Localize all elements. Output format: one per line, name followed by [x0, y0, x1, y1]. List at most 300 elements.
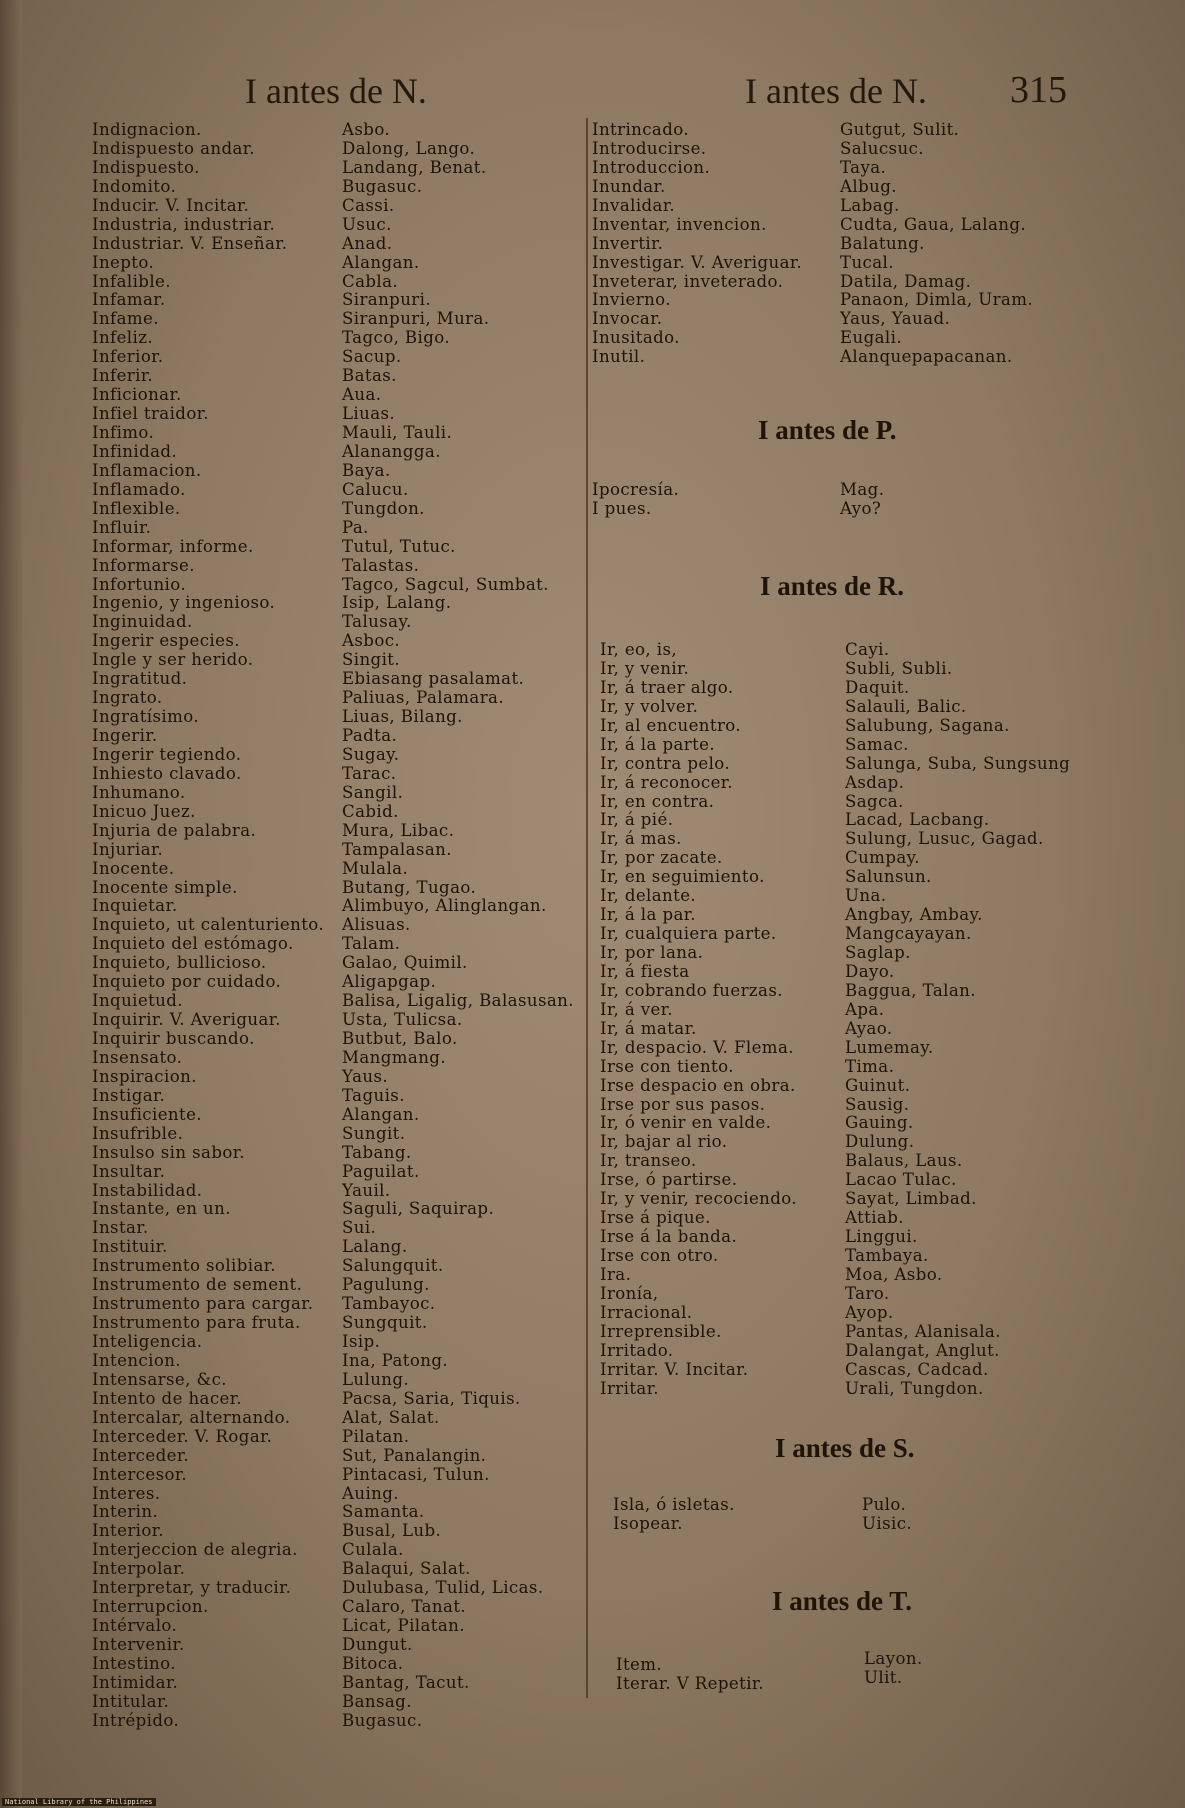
entry-translation: Uisic.: [862, 1513, 913, 1533]
entry-translation: Samac.: [845, 734, 909, 754]
entry-term: Interes.: [92, 1483, 161, 1503]
entry-translation: Tungdon.: [342, 498, 425, 518]
entry-translation: Lumemay.: [845, 1037, 934, 1057]
entry-translation: Baya.: [342, 460, 391, 480]
entry-translation: Tagco, Bigo.: [342, 328, 451, 348]
entry-translation: Butang, Tugao.: [342, 877, 477, 897]
entry-term: Inutil.: [592, 347, 646, 367]
entry-term: Invalidar.: [592, 195, 676, 215]
entry-translation: Calaro, Tanat.: [342, 1597, 467, 1617]
entry-term: Ironía,: [600, 1283, 659, 1303]
entry-term: Irse despacio en obra.: [600, 1075, 796, 1095]
entry-translation: Alat, Salat.: [342, 1407, 440, 1427]
entry-term: Inveterar, inveterado.: [592, 271, 784, 291]
entry-translation: Salungquit.: [342, 1256, 444, 1276]
entry-translation: Siranpuri.: [342, 290, 432, 310]
entry-term: Irse por sus pasos.: [600, 1094, 766, 1114]
entry-translation: Usuc.: [342, 214, 392, 234]
entry-translation: Pa.: [342, 517, 369, 537]
entry-term: Inquieto, bullicioso.: [92, 953, 267, 973]
running-header-left: I antes de N.: [245, 71, 427, 111]
entry-translation: Bantag, Tacut.: [342, 1672, 470, 1692]
entry-term: Ir, despacio. V. Flema.: [600, 1037, 794, 1057]
entry-translation: Aua.: [342, 385, 382, 405]
entry-translation: Datila, Damag.: [840, 271, 972, 291]
entry-translation: Mangcayayan.: [845, 924, 972, 944]
entry-term: Insuficiente.: [92, 1104, 202, 1124]
entry-term: Instante, en un.: [92, 1199, 231, 1219]
entry-translation: Bugasuc.: [342, 1710, 423, 1730]
section-heading-p: I antes de P.: [758, 415, 897, 445]
entry-term: Inicuo Juez.: [92, 801, 196, 821]
entry-term: Insufrible.: [92, 1123, 184, 1143]
entry-translation: Mauli, Tauli.: [342, 423, 453, 442]
entry-term: Ir, á ver.: [600, 999, 673, 1019]
entry-translation: Cayi.: [845, 640, 890, 659]
entry-translation: Cabid.: [342, 801, 399, 821]
entry-translation: Salunsun.: [845, 867, 932, 887]
entry-term: Infimo.: [92, 423, 155, 442]
entry-translation: Alangan.: [342, 1104, 420, 1124]
entry-term: Indispuesto andar.: [92, 138, 255, 158]
spanish-terms-block-p: [592, 481, 837, 519]
entry-translation: Licat, Pilatan.: [342, 1616, 465, 1636]
entry-translation: Taguis.: [342, 1085, 405, 1105]
entry-term: Inflexible.: [92, 498, 181, 518]
entry-translation: Pintacasi, Tulun.: [342, 1464, 490, 1484]
entry-term: Invertir.: [592, 233, 664, 253]
entry-translation: Gutgut, Sulit.: [840, 120, 960, 139]
entry-translation: Lacao Tulac.: [845, 1170, 957, 1190]
entry-term: Isla, ó isletas.: [613, 1495, 735, 1514]
tagalog-terms-block-s: [862, 1496, 1132, 1534]
entry-translation: Pilatan.: [342, 1426, 410, 1446]
entry-term: Inhumano.: [92, 782, 186, 802]
entry-translation: Attiab.: [845, 1208, 904, 1228]
entry-translation: Mulala.: [342, 858, 409, 878]
entry-term: Ir, delante.: [600, 886, 697, 906]
entry-term: Insultar.: [92, 1161, 166, 1181]
entry-translation: Pantas, Alanisala.: [845, 1321, 1001, 1341]
entry-translation: Lulung.: [342, 1369, 410, 1389]
entry-translation: Talam.: [342, 934, 401, 954]
entry-term: Insulso sin sabor.: [92, 1142, 245, 1162]
entry-term: Infamar.: [92, 290, 166, 310]
entry-translation: Tima.: [845, 1056, 895, 1076]
entry-term: Inficionar.: [92, 385, 182, 405]
entry-term: Invierno.: [592, 290, 671, 310]
entry-term: Influir.: [92, 517, 152, 537]
entry-translation: Batas.: [342, 366, 397, 386]
entry-translation: Isip.: [342, 1332, 381, 1351]
entry-term: Infame.: [92, 309, 159, 329]
entry-term: Ir, por lana.: [600, 943, 704, 962]
entry-term: Intérvalo.: [92, 1616, 178, 1636]
entry-term: Ingle y ser herido.: [92, 650, 254, 670]
entry-term: Ir, transeo.: [600, 1151, 697, 1171]
entry-term: Interceder.: [92, 1445, 190, 1465]
entry-term: Ir, y venir.: [600, 658, 690, 678]
entry-term: Iterar. V Repetir.: [616, 1673, 765, 1693]
entry-translation: Cassi.: [342, 195, 395, 215]
entry-term: Inocente.: [92, 858, 175, 878]
entry-term: Intensarse, &c.: [92, 1369, 227, 1389]
entry-translation: Labag.: [840, 195, 900, 215]
entry-translation: Paguilat.: [342, 1161, 420, 1181]
entry-term: Intitular.: [92, 1691, 170, 1711]
entry-term: Interceder. V. Rogar.: [92, 1426, 273, 1446]
tagalog-terms-block-p: [840, 481, 1110, 519]
entry-term: Intestino.: [92, 1653, 176, 1673]
entry-translation: Daquit.: [845, 677, 910, 697]
entry-translation: Taya.: [840, 157, 887, 177]
entry-term: Ir, á reconocer.: [600, 772, 733, 792]
entry-term: Instituir.: [92, 1237, 168, 1257]
entry-term: Ipocresía.: [592, 480, 680, 499]
entry-translation: Alimbuyo, Alinglangan.: [342, 896, 547, 916]
entry-term: Inflamacion.: [92, 460, 202, 480]
entry-term: Ir, á traer algo.: [600, 677, 734, 697]
entry-translation: Ayop.: [845, 1302, 894, 1322]
entry-term: Ir, eo, is,: [600, 640, 678, 659]
entry-term: Inquieto del estómago.: [92, 934, 294, 954]
entry-translation: Mura, Libac.: [342, 820, 455, 840]
entry-term: Investigar. V. Averiguar.: [592, 252, 803, 272]
entry-term: Instrumento para fruta.: [92, 1313, 301, 1333]
entry-term: Injuria de palabra.: [92, 820, 257, 840]
entry-translation: Apa.: [845, 999, 885, 1019]
entry-term: Ingenio, y ingenioso.: [92, 593, 276, 613]
spanish-terms-column-1: [92, 121, 338, 1731]
entry-translation: Salucsuc.: [840, 138, 924, 158]
entry-term: Inusitado.: [592, 328, 680, 348]
entry-term: Industria, industriar.: [92, 214, 276, 234]
spanish-terms-block-t: [616, 1656, 861, 1694]
entry-term: Inhiesto clavado.: [92, 763, 242, 783]
entry-term: Industriar. V. Enseñar.: [92, 233, 288, 253]
entry-translation: Tagco, Sagcul, Sumbat.: [342, 574, 549, 594]
entry-translation: Alangan.: [342, 252, 420, 272]
entry-term: Invocar.: [592, 309, 663, 329]
entry-term: Interin.: [92, 1502, 159, 1522]
entry-translation: Yaus, Yauad.: [840, 309, 951, 329]
entry-term: Ingerir.: [92, 726, 158, 745]
entry-translation: Sangil.: [342, 782, 404, 802]
spanish-terms-block-s: [613, 1496, 858, 1534]
entry-term: Inquirir buscando.: [92, 1029, 255, 1048]
entry-term: Irse á la banda.: [600, 1227, 738, 1247]
spanish-terms-block-r: [600, 641, 845, 1399]
entry-term: I pues.: [592, 498, 652, 518]
entry-term: Indomito.: [92, 176, 177, 196]
entry-term: Ir, por zacate.: [600, 848, 723, 868]
entry-translation: Yauil.: [342, 1180, 391, 1200]
entry-translation: Saguli, Saquirap.: [342, 1199, 495, 1219]
entry-term: Ingerir especies.: [92, 631, 240, 651]
entry-term: Ir, y volver.: [600, 696, 699, 716]
entry-translation: Sulung, Lusuc, Gagad.: [845, 829, 1044, 849]
entry-translation: Ayao.: [845, 1018, 893, 1038]
entry-translation: Asboc.: [342, 631, 401, 651]
entry-term: Intrincado.: [592, 120, 690, 139]
entry-term: Intento de hacer.: [92, 1388, 242, 1408]
entry-translation: Tutul, Tutuc.: [342, 536, 456, 556]
entry-term: Ingrato.: [92, 688, 163, 708]
entry-translation: Linggui.: [845, 1227, 918, 1247]
section-heading-s: I antes de S.: [775, 1433, 915, 1463]
entry-term: Inspiracion.: [92, 1066, 197, 1086]
entry-translation: Tambaya.: [845, 1246, 929, 1265]
entry-translation: Alisuas.: [342, 915, 411, 935]
entry-translation: Cabla.: [342, 271, 399, 291]
entry-translation: Anad.: [342, 233, 393, 253]
entry-translation: Landang, Benat.: [342, 157, 487, 177]
entry-term: Introducirse.: [592, 138, 707, 158]
tagalog-terms-block-n: [840, 121, 1110, 367]
entry-term: Introduccion.: [592, 157, 711, 177]
entry-translation: Yaus.: [342, 1066, 389, 1086]
entry-translation: Isip, Lalang.: [342, 593, 452, 613]
entry-translation: Mag.: [840, 480, 885, 499]
entry-term: Intencion.: [92, 1350, 181, 1370]
entry-term: Inferior.: [92, 347, 164, 367]
entry-translation: Dayo.: [845, 961, 895, 981]
section-heading-r: I antes de R.: [760, 571, 905, 601]
entry-term: Interjeccion de alegria.: [92, 1540, 298, 1560]
entry-translation: Salubung, Sagana.: [845, 715, 1010, 735]
entry-term: Ir, contra pelo.: [600, 753, 731, 773]
entry-translation: Sayat, Limbad.: [845, 1189, 977, 1209]
entry-term: Ingerir tegiendo.: [92, 744, 242, 764]
entry-translation: Cascas, Cadcad.: [845, 1359, 989, 1379]
entry-translation: Angbay, Ambay.: [845, 905, 983, 925]
entry-term: Ir, á pié.: [600, 810, 674, 830]
entry-term: Instrumento de sement.: [92, 1275, 303, 1295]
entry-term: Irritar.: [600, 1378, 659, 1398]
entry-translation: Paliuas, Palamara.: [342, 688, 505, 708]
entry-term: Intercesor.: [92, 1464, 188, 1484]
entry-term: Instrumento para cargar.: [92, 1294, 314, 1314]
entry-translation: Dulubasa, Tulid, Licas.: [342, 1578, 544, 1598]
entry-translation: Moa, Asbo.: [845, 1264, 943, 1284]
entry-translation: Auing.: [342, 1483, 399, 1503]
entry-translation: Liuas, Bilang.: [342, 707, 463, 727]
entry-translation: Una.: [845, 886, 887, 906]
column-divider: [586, 118, 588, 1698]
entry-translation: Cumpay.: [845, 848, 920, 868]
running-header-right: I antes de N.: [745, 71, 927, 111]
page-number: 315: [1010, 69, 1067, 111]
entry-term: Ir, á fiesta: [600, 961, 690, 981]
entry-translation: Samanta.: [342, 1502, 425, 1522]
entry-term: Inteligencia.: [92, 1332, 203, 1351]
entry-translation: Butbut, Balo.: [342, 1029, 458, 1048]
entry-term: Ir, á la parte.: [600, 734, 716, 754]
entry-term: Inquirir. V. Averiguar.: [92, 1010, 281, 1030]
spanish-terms-block-n: [592, 121, 837, 367]
entry-term: Ir, ó venir en valde.: [600, 1113, 772, 1133]
entry-term: Instrumento solibiar.: [92, 1256, 276, 1276]
entry-translation: Sacup.: [342, 347, 402, 367]
entry-term: Infiel traidor.: [92, 404, 209, 424]
entry-translation: Panaon, Dimla, Uram.: [840, 290, 1034, 310]
entry-translation: Ebiasang pasalamat.: [342, 669, 525, 689]
entry-translation: Dungut.: [342, 1635, 413, 1654]
entry-term: Inquieto, ut calenturiento.: [92, 915, 325, 935]
entry-translation: Usta, Tulicsa.: [342, 1010, 463, 1030]
entry-term: Interior.: [92, 1521, 164, 1541]
entry-translation: Sugay.: [342, 744, 400, 764]
entry-translation: Alanquepapacanan.: [840, 347, 1013, 367]
entry-translation: Cudta, Gaua, Lalang.: [840, 214, 1027, 234]
entry-translation: Sui.: [342, 1218, 377, 1238]
entry-translation: Tabang.: [342, 1142, 412, 1162]
entry-term: Indispuesto.: [92, 157, 200, 177]
entry-translation: Sausig.: [845, 1094, 910, 1114]
entry-translation: Ina, Patong.: [342, 1350, 449, 1370]
entry-translation: Culala.: [342, 1540, 404, 1560]
entry-translation: Lalang.: [342, 1237, 408, 1257]
entry-translation: Asdap.: [845, 772, 905, 792]
entry-translation: Layon.: [864, 1649, 923, 1668]
entry-translation: Asbo.: [342, 120, 391, 139]
entry-translation: Albug.: [840, 176, 897, 196]
entry-term: Instar.: [92, 1218, 149, 1238]
entry-translation: Baggua, Talan.: [845, 980, 976, 1000]
entry-term: Inocente simple.: [92, 877, 238, 897]
entry-term: Ir, y venir, recociendo.: [600, 1189, 798, 1209]
entry-term: Ir, bajar al rio.: [600, 1132, 728, 1152]
entry-translation: Salunga, Suba, Sungsung: [845, 753, 1071, 773]
entry-term: Instabilidad.: [92, 1180, 203, 1200]
entry-translation: Dalangat, Anglut.: [845, 1340, 1000, 1360]
entry-term: Irse con otro.: [600, 1246, 719, 1265]
entry-term: Ira.: [600, 1264, 632, 1284]
tagalog-terms-column-1: [342, 121, 582, 1731]
entry-term: Irritado.: [600, 1340, 674, 1360]
entry-term: Irse con tiento.: [600, 1056, 734, 1076]
entry-translation: Bugasuc.: [342, 176, 423, 196]
entry-translation: Salauli, Balic.: [845, 696, 967, 716]
entry-term: Intercalar, alternando.: [92, 1407, 291, 1427]
entry-translation: Sagca.: [845, 791, 904, 811]
entry-translation: Singit.: [342, 650, 401, 670]
entry-term: Infeliz.: [92, 328, 154, 348]
entry-translation: Bitoca.: [342, 1653, 404, 1673]
entry-translation: Urali, Tungdon.: [845, 1378, 984, 1398]
entry-translation: Sut, Panalangin.: [342, 1445, 487, 1465]
entry-translation: Pacsa, Saria, Tiquis.: [342, 1388, 521, 1408]
book-binding-edge: [0, 0, 22, 1808]
entry-translation: Galao, Quimil.: [342, 953, 468, 973]
entry-translation: Dulung.: [845, 1132, 915, 1152]
entry-term: Inquieto por cuidado.: [92, 972, 282, 992]
entry-term: Ir, cobrando fuerzas.: [600, 980, 783, 1000]
entry-term: Indignacion.: [92, 120, 202, 139]
entry-term: Intervenir.: [92, 1635, 185, 1654]
entry-translation: Ulit.: [864, 1667, 903, 1687]
entry-term: Inferir.: [92, 366, 154, 386]
entry-translation: Tarac.: [342, 763, 397, 783]
entry-translation: Gauing.: [845, 1113, 914, 1133]
entry-translation: Pulo.: [862, 1495, 907, 1514]
entry-term: Inducir. V. Incitar.: [92, 195, 250, 215]
entry-term: Inquietar.: [92, 896, 178, 916]
entry-term: Interpretar, y traducir.: [92, 1578, 292, 1598]
entry-term: Irse, ó partirse.: [600, 1170, 738, 1190]
entry-term: Inflamado.: [92, 479, 186, 499]
entry-term: Interpolar.: [92, 1559, 186, 1579]
entry-translation: Lacad, Lacbang.: [845, 810, 990, 830]
entry-translation: Aligapgap.: [342, 972, 437, 992]
tagalog-terms-block-r: [845, 641, 1115, 1399]
entry-translation: Calucu.: [342, 479, 409, 499]
entry-term: Ir, á matar.: [600, 1018, 697, 1038]
entry-term: Ir, á la par.: [600, 905, 696, 925]
entry-translation: Balisa, Ligalig, Balasusan.: [342, 991, 574, 1011]
entry-term: Inundar.: [592, 176, 666, 196]
entry-term: Informarse.: [92, 555, 195, 575]
entry-term: Inepto.: [92, 252, 155, 272]
tagalog-terms-block-t: [864, 1650, 1134, 1688]
entry-translation: Siranpuri, Mura.: [342, 309, 490, 329]
entry-translation: Ayo?: [840, 498, 882, 518]
library-watermark: National Library of the Philippines: [2, 1798, 156, 1806]
entry-translation: Bansag.: [342, 1691, 412, 1711]
entry-term: Ir, en contra.: [600, 791, 715, 811]
entry-translation: Tampalasan.: [342, 839, 452, 859]
entry-term: Inquietud.: [92, 991, 183, 1011]
entry-term: Interrupcion.: [92, 1597, 209, 1617]
entry-term: Irritar. V. Incitar.: [600, 1359, 749, 1379]
entry-term: Insensato.: [92, 1047, 183, 1067]
entry-term: Inginuidad.: [92, 612, 193, 632]
entry-term: Instigar.: [92, 1085, 166, 1105]
entry-translation: Sungquit.: [342, 1313, 428, 1333]
entry-term: Infinidad.: [92, 441, 178, 461]
entry-term: Intimidar.: [92, 1672, 179, 1692]
entry-term: Item.: [616, 1655, 663, 1674]
entry-term: Intrépido.: [92, 1710, 180, 1730]
entry-translation: Busal, Lub.: [342, 1521, 442, 1541]
entry-translation: Eugali.: [840, 328, 903, 348]
entry-term: Infalible.: [92, 271, 171, 291]
entry-translation: Balatung.: [840, 233, 925, 253]
entry-term: Irse á pique.: [600, 1208, 711, 1228]
entry-translation: Tambayoc.: [342, 1294, 436, 1314]
entry-translation: Mangmang.: [342, 1047, 447, 1067]
entry-translation: Dalong, Lango.: [342, 138, 476, 158]
entry-term: Isopear.: [613, 1513, 683, 1533]
entry-translation: Alanangga.: [342, 441, 441, 461]
entry-translation: Taro.: [845, 1283, 890, 1303]
entry-term: Ir, en seguimiento.: [600, 867, 765, 887]
entry-translation: Saglap.: [845, 943, 911, 962]
entry-term: Ingratitud.: [92, 669, 188, 689]
entry-translation: Talastas.: [342, 555, 420, 575]
entry-term: Injuriar.: [92, 839, 164, 859]
entry-translation: Liuas.: [342, 404, 396, 424]
section-heading-t: I antes de T.: [772, 1586, 913, 1616]
entry-term: Irreprensible.: [600, 1321, 722, 1341]
entry-translation: Sungit.: [342, 1123, 406, 1143]
entry-translation: Guinut.: [845, 1075, 911, 1095]
entry-term: Infortunio.: [92, 574, 187, 594]
entry-translation: Balaqui, Salat.: [342, 1559, 471, 1579]
entry-term: Irracional.: [600, 1302, 693, 1322]
entry-translation: Tucal.: [840, 252, 894, 272]
entry-translation: Talusay.: [342, 612, 412, 632]
